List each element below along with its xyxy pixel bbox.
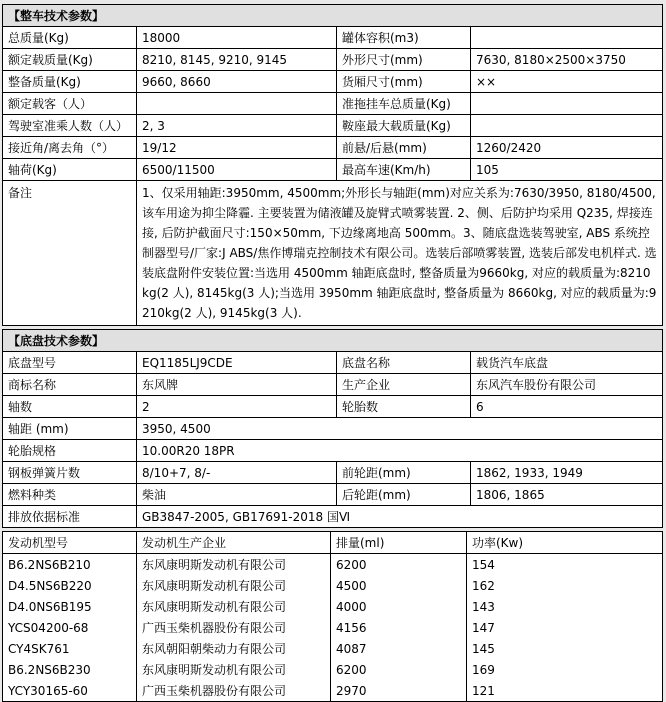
spec-value: 2, 3 bbox=[137, 115, 337, 137]
engine-model: YCY30165-60 bbox=[3, 680, 137, 702]
spec-label: 后轮距(mm) bbox=[337, 484, 471, 506]
engine-row bbox=[3, 596, 663, 617]
spec-value: 1260/2420 bbox=[471, 137, 663, 159]
spec-value: 2 bbox=[137, 396, 337, 418]
spec-label: 钢板弹簧片数 bbox=[3, 462, 137, 484]
engine-model: CY4SK761 bbox=[3, 638, 137, 659]
engine-displacement: 4000 bbox=[331, 596, 467, 617]
table-row bbox=[3, 93, 663, 115]
remark-row bbox=[3, 181, 663, 326]
engine-row bbox=[3, 554, 663, 576]
spec-value: 6 bbox=[471, 396, 663, 418]
spec-label: 外形尺寸(mm) bbox=[337, 49, 471, 71]
spec-value: 19/12 bbox=[137, 137, 337, 159]
table-row bbox=[3, 27, 663, 49]
spec-value: 东风汽车股份有限公司 bbox=[471, 374, 663, 396]
spec-label: 驾驶室准乘人数（人） bbox=[3, 115, 137, 137]
spec-label: 生产企业 bbox=[337, 374, 471, 396]
engine-displacement: 6200 bbox=[331, 554, 467, 576]
table-row bbox=[3, 137, 663, 159]
remark-text: 1、仅采用轴距:3950mm, 4500mm;外形长与轴距(mm)对应关系为:7630/3950, 8180/4500, 该车用途为抑尘降霾. 主要装置为储液罐及旋臂式喷雾装置. 2、侧、后防护均采用 Q235, 焊接连接, 后防护截面尺寸:150×50mm, 下边缘离地高 500mm。3、随底盘选装驾驶室, ABS 系统控制器型号/厂家:J ABS/焦作博瑞克控制技术有限公司。选装后部喷雾装置, 选装后部发电机样式. 选装底盘附件安装位置:当选用 4500mm 轴距底盘时, 整备质量为9660kg, 对应的载质量为:8210kg(2 人), 8145kg(3 人);当选用 3950mm 轴距底盘时, 整备质量为 8660kg, 对应的载质量为:9210kg(2 人), 9145kg(3 人). bbox=[137, 181, 663, 326]
engine-manufacturer: 广西玉柴机器股份有限公司 bbox=[137, 617, 331, 638]
spec-value: 9660, 8660 bbox=[137, 71, 337, 93]
spec-label: 排放依据标准 bbox=[3, 506, 137, 528]
engine-manufacturer: 东风康明斯发动机有限公司 bbox=[137, 659, 331, 680]
spec-value: 1806, 1865 bbox=[471, 484, 663, 506]
spec-label: 底盘型号 bbox=[3, 352, 137, 374]
spec-label: 轮胎数 bbox=[337, 396, 471, 418]
engine-row bbox=[3, 680, 663, 702]
spec-value: 10.00R20 18PR bbox=[137, 440, 663, 462]
spec-label: 额定载客（人） bbox=[3, 93, 137, 115]
spec-label: 轴数 bbox=[3, 396, 137, 418]
section-header-row bbox=[3, 5, 663, 27]
spec-label: 总质量(Kg) bbox=[3, 27, 137, 49]
engine-power: 147 bbox=[467, 617, 663, 638]
spec-label: 罐体容积(m3) bbox=[337, 27, 471, 49]
spec-value: 载货汽车底盘 bbox=[471, 352, 663, 374]
spec-value: 1862, 1933, 1949 bbox=[471, 462, 663, 484]
spec-label: 轴荷(Kg) bbox=[3, 159, 137, 181]
engine-header-row bbox=[3, 532, 663, 554]
chassis-params-table bbox=[2, 329, 663, 528]
spec-value: 3950, 4500 bbox=[137, 418, 663, 440]
spec-value: 东风牌 bbox=[137, 374, 337, 396]
table-row bbox=[3, 352, 663, 374]
engine-manufacturer: 东风朝阳朝柴动力有限公司 bbox=[137, 638, 331, 659]
remark-label: 备注 bbox=[3, 181, 137, 326]
spec-label: 额定载质量(Kg) bbox=[3, 49, 137, 71]
spec-value: 柴油 bbox=[137, 484, 337, 506]
engine-model: YCS04200-68 bbox=[3, 617, 137, 638]
engine-table bbox=[2, 531, 663, 702]
engine-power: 121 bbox=[467, 680, 663, 702]
table-row bbox=[3, 374, 663, 396]
spec-value: 8210, 8145, 9210, 9145 bbox=[137, 49, 337, 71]
engine-col-header: 排量(ml) bbox=[331, 532, 467, 554]
table-row bbox=[3, 462, 663, 484]
spec-label: 接近角/离去角（°） bbox=[3, 137, 137, 159]
spec-label: 鞍座最大载质量(Kg) bbox=[337, 115, 471, 137]
table-row bbox=[3, 49, 663, 71]
engine-model: D4.0NS6B195 bbox=[3, 596, 137, 617]
engine-manufacturer: 东风康明斯发动机有限公司 bbox=[137, 554, 331, 576]
spec-label: 最高车速(Km/h) bbox=[337, 159, 471, 181]
table-row bbox=[3, 484, 663, 506]
engine-model: B6.2NS6B210 bbox=[3, 554, 137, 576]
engine-power: 143 bbox=[467, 596, 663, 617]
engine-col-header: 发动机生产企业 bbox=[137, 532, 331, 554]
spec-label: 前悬/后悬(mm) bbox=[337, 137, 471, 159]
spec-value: GB3847-2005, GB17691-2018 国Ⅵ bbox=[137, 506, 663, 528]
engine-power: 145 bbox=[467, 638, 663, 659]
spec-value bbox=[471, 115, 663, 137]
engine-row bbox=[3, 638, 663, 659]
engine-row bbox=[3, 575, 663, 596]
spec-value: 18000 bbox=[137, 27, 337, 49]
engine-manufacturer: 广西玉柴机器股份有限公司 bbox=[137, 680, 331, 702]
spec-value bbox=[471, 27, 663, 49]
spec-value: EQ1185LJ9CDE bbox=[137, 352, 337, 374]
spec-value: 7630, 8180×2500×3750 bbox=[471, 49, 663, 71]
engine-displacement: 4500 bbox=[331, 575, 467, 596]
spec-value: 8/10+7, 8/- bbox=[137, 462, 337, 484]
table-row bbox=[3, 506, 663, 528]
engine-col-header: 功率(Kw) bbox=[467, 532, 663, 554]
spec-label: 前轮距(mm) bbox=[337, 462, 471, 484]
engine-row bbox=[3, 617, 663, 638]
spec-label: 轮胎规格 bbox=[3, 440, 137, 462]
spec-value: 6500/11500 bbox=[137, 159, 337, 181]
spec-value bbox=[137, 93, 337, 115]
chassis-section-title: 【底盘技术参数】 bbox=[3, 330, 663, 352]
spec-label: 商标名称 bbox=[3, 374, 137, 396]
vehicle-section-title: 【整车技术参数】 bbox=[3, 5, 663, 27]
table-row bbox=[3, 440, 663, 462]
engine-displacement: 6200 bbox=[331, 659, 467, 680]
vehicle-params-table bbox=[2, 4, 663, 326]
engine-manufacturer: 东风康明斯发动机有限公司 bbox=[137, 596, 331, 617]
spec-label: 整备质量(Kg) bbox=[3, 71, 137, 93]
table-row bbox=[3, 159, 663, 181]
engine-row bbox=[3, 659, 663, 680]
engine-displacement: 4156 bbox=[331, 617, 467, 638]
spec-label: 货厢尺寸(mm) bbox=[337, 71, 471, 93]
table-row bbox=[3, 418, 663, 440]
spec-label: 燃料种类 bbox=[3, 484, 137, 506]
engine-displacement: 2970 bbox=[331, 680, 467, 702]
table-row bbox=[3, 71, 663, 93]
spec-value bbox=[471, 93, 663, 115]
engine-model: B6.2NS6B230 bbox=[3, 659, 137, 680]
spec-label: 轴距 (mm) bbox=[3, 418, 137, 440]
spec-label: 准拖挂车总质量(Kg) bbox=[337, 93, 471, 115]
engine-displacement: 4087 bbox=[331, 638, 467, 659]
spec-value: 105 bbox=[471, 159, 663, 181]
engine-manufacturer: 东风康明斯发动机有限公司 bbox=[137, 575, 331, 596]
engine-power: 162 bbox=[467, 575, 663, 596]
spec-label: 底盘名称 bbox=[337, 352, 471, 374]
table-row bbox=[3, 115, 663, 137]
engine-power: 169 bbox=[467, 659, 663, 680]
table-row bbox=[3, 396, 663, 418]
engine-model: D4.5NS6B220 bbox=[3, 575, 137, 596]
engine-col-header: 发动机型号 bbox=[3, 532, 137, 554]
section-header-row bbox=[3, 330, 663, 352]
engine-power: 154 bbox=[467, 554, 663, 576]
spec-value: ×× bbox=[471, 71, 663, 93]
